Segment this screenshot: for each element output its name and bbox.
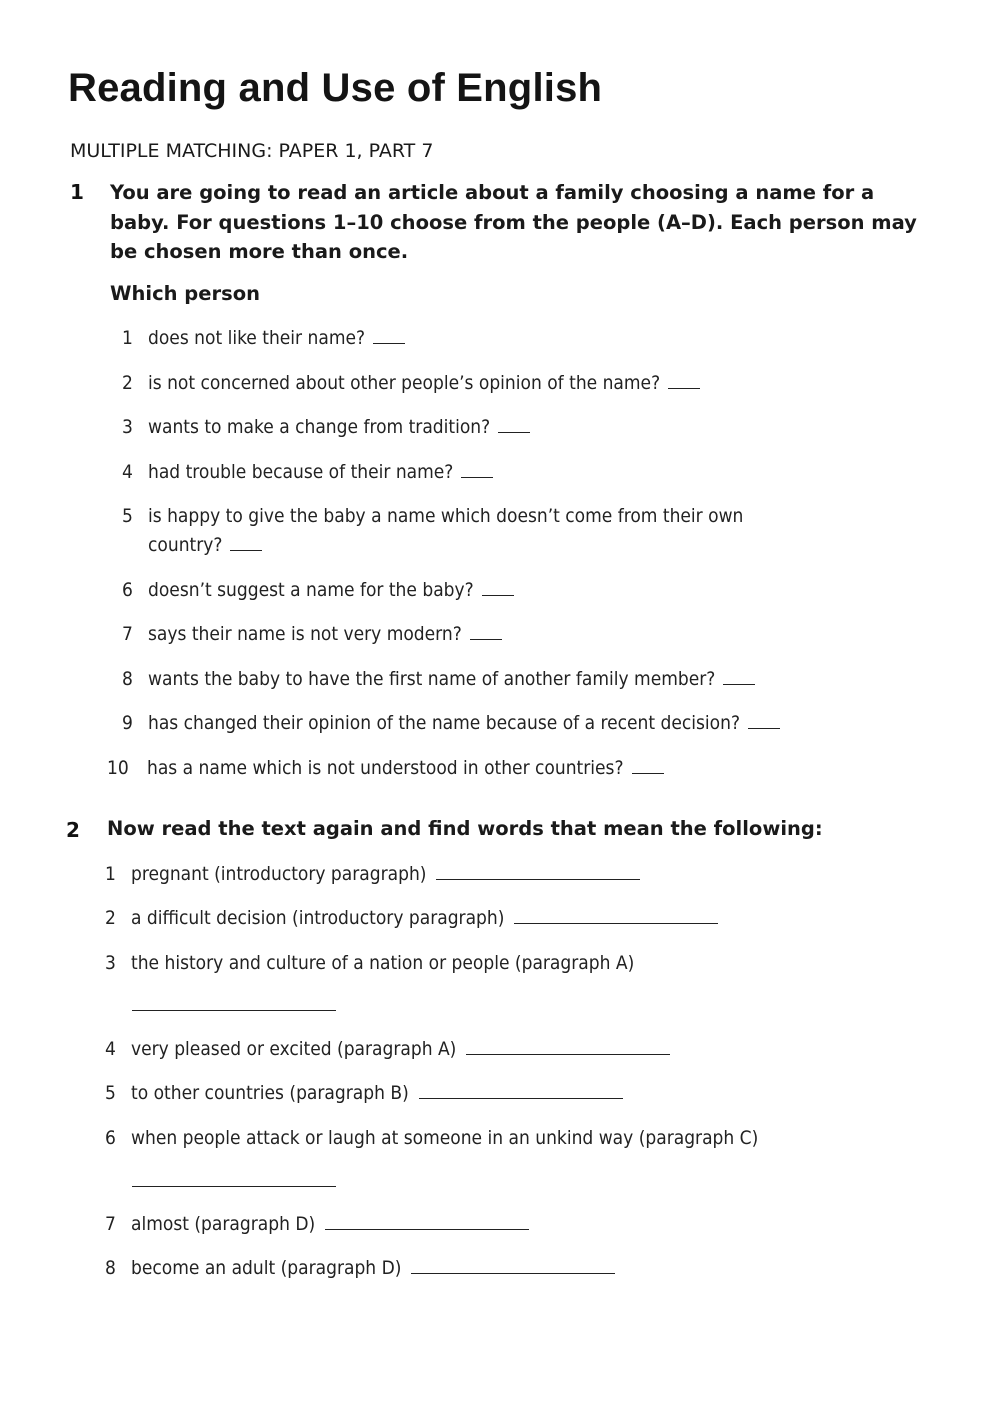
answer-line[interactable]	[419, 1098, 623, 1099]
question-number: 10	[107, 757, 129, 779]
exercise-1-prompt: Which person	[110, 282, 260, 305]
item-text: the history and culture of a nation or people (paragraph A)	[131, 952, 635, 974]
answer-blank[interactable]	[748, 728, 780, 729]
question-number: 8	[122, 668, 133, 690]
question-number: 3	[122, 416, 133, 438]
exercise-1-number: 1	[70, 180, 84, 204]
matching-question-5	[122, 502, 743, 560]
answer-blank[interactable]	[498, 432, 530, 433]
page-title: Reading and Use of English	[68, 66, 603, 110]
matching-question-3	[122, 413, 530, 442]
answer-blank[interactable]	[668, 388, 700, 389]
question-text: does not like their name?	[148, 327, 366, 349]
matching-question-4	[122, 458, 493, 487]
question-text-continued: country?	[148, 534, 223, 556]
answer-line[interactable]	[132, 1186, 336, 1187]
vocab-item-2	[105, 904, 718, 933]
question-text: is happy to give the baby a name which doesn’t come from their own	[148, 505, 744, 527]
item-number: 1	[105, 863, 116, 885]
question-text: has a name which is not understood in other countries?	[147, 757, 624, 779]
answer-line[interactable]	[436, 879, 640, 880]
item-text: become an adult (paragraph D)	[131, 1257, 402, 1279]
item-number: 3	[105, 952, 116, 974]
question-text: doesn’t suggest a name for the baby?	[148, 579, 474, 601]
matching-question-2	[122, 369, 700, 398]
vocab-item-3	[105, 949, 634, 978]
answer-blank[interactable]	[461, 477, 493, 478]
answer-blank[interactable]	[470, 639, 502, 640]
item-text: very pleased or excited (paragraph A)	[131, 1038, 457, 1060]
question-number: 5	[122, 505, 133, 527]
item-number: 6	[105, 1127, 116, 1149]
item-text: when people attack or laugh at someone in an unkind way (paragraph C)	[131, 1127, 759, 1149]
answer-line[interactable]	[411, 1273, 615, 1274]
vocab-item-4	[105, 1035, 670, 1064]
answer-blank[interactable]	[373, 343, 405, 344]
question-text: wants the baby to have the first name of another family member?	[148, 668, 716, 690]
exercise-2-number: 2	[66, 818, 80, 842]
question-number: 7	[122, 623, 133, 645]
question-number: 9	[122, 712, 133, 734]
answer-blank[interactable]	[723, 684, 755, 685]
item-number: 8	[105, 1257, 116, 1279]
answer-line[interactable]	[132, 1010, 336, 1011]
answer-blank[interactable]	[230, 550, 262, 551]
item-text: to other countries (paragraph B)	[131, 1082, 409, 1104]
matching-question-8	[122, 665, 755, 694]
question-number: 2	[122, 372, 133, 394]
item-number: 4	[105, 1038, 116, 1060]
question-text: wants to make a change from tradition?	[148, 416, 491, 438]
vocab-item-7	[105, 1210, 529, 1239]
item-number: 7	[105, 1213, 116, 1235]
question-number: 1	[122, 327, 133, 349]
item-text: almost (paragraph D)	[131, 1213, 316, 1235]
exercise-2-instruction: Now read the text again and find words that mean the following:	[107, 817, 823, 840]
answer-line[interactable]	[514, 923, 718, 924]
section-heading: MULTIPLE MATCHING: PAPER 1, PART 7	[70, 140, 434, 162]
item-text: a difficult decision (introductory paragraph)	[131, 907, 505, 929]
vocab-item-6	[105, 1124, 758, 1153]
matching-question-1	[122, 324, 405, 353]
answer-line[interactable]	[466, 1054, 670, 1055]
question-text: has changed their opinion of the name because of a recent decision?	[148, 712, 741, 734]
answer-blank[interactable]	[482, 595, 514, 596]
answer-blank[interactable]	[632, 773, 664, 774]
vocab-item-1	[105, 860, 640, 889]
question-text: is not concerned about other people’s opinion of the name?	[148, 372, 661, 394]
item-number: 2	[105, 907, 116, 929]
question-number: 4	[122, 461, 133, 483]
question-text: had trouble because of their name?	[148, 461, 454, 483]
vocab-item-5	[105, 1079, 623, 1108]
exercise-1-instruction: You are going to read an article about a family choosing a name for a baby. For questions 1–10 choose from the people (A–D). Each person may be chosen more than once.	[110, 181, 917, 263]
matching-question-10	[107, 754, 664, 783]
question-number: 6	[122, 579, 133, 601]
item-text: pregnant (introductory paragraph)	[131, 863, 427, 885]
question-text: says their name is not very modern?	[148, 623, 462, 645]
matching-question-6	[122, 576, 514, 605]
item-number: 5	[105, 1082, 116, 1104]
matching-question-7	[122, 620, 502, 649]
answer-line[interactable]	[325, 1229, 529, 1230]
vocab-item-8	[105, 1254, 615, 1283]
matching-question-9	[122, 709, 780, 738]
